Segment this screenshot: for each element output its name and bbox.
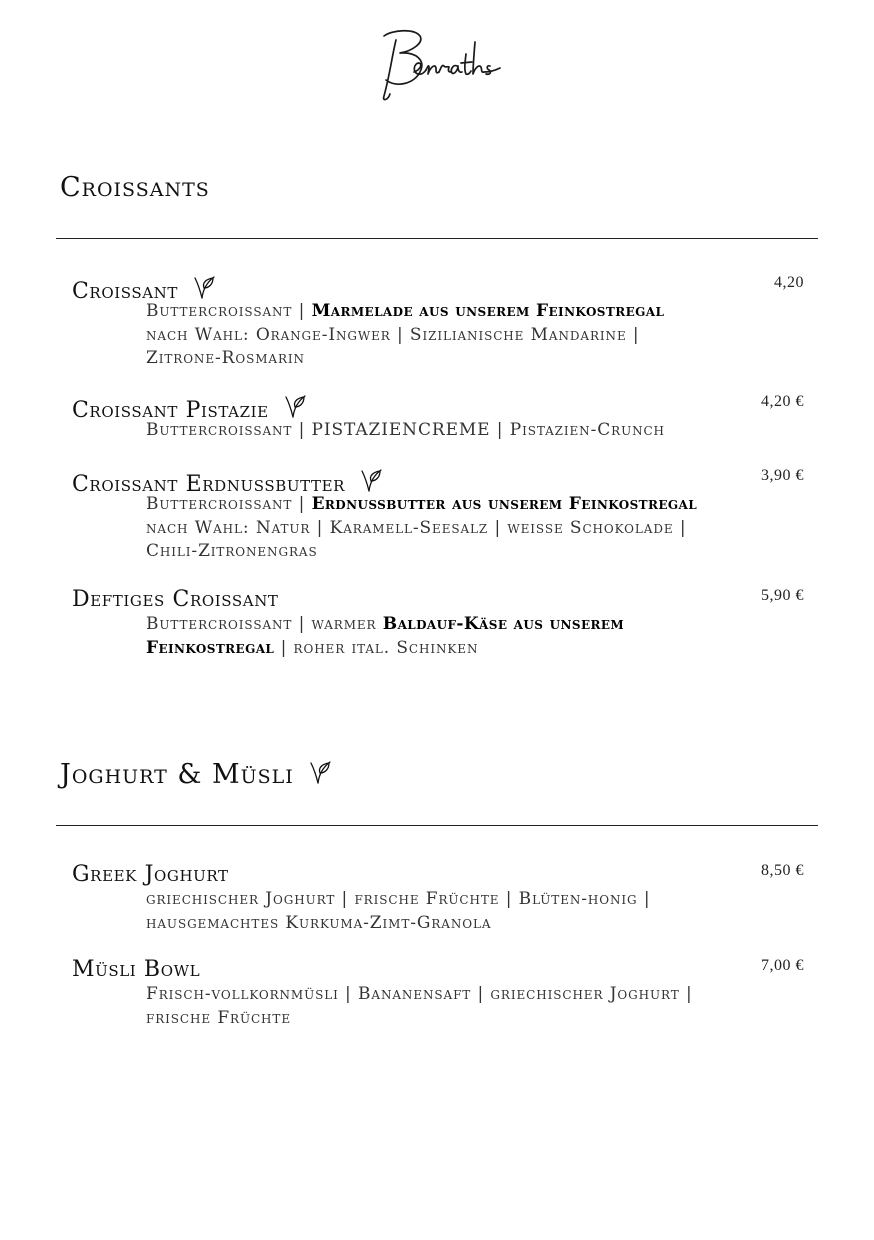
leaf-icon [192,274,218,300]
desc-highlight: Marmelade aus unserem Feinkostregal [311,301,665,321]
desc-text: | roher ital. Schinken [274,637,479,658]
desc-text: Buttercroissant | [146,301,312,321]
item-price: 4,20 € [761,393,804,410]
item-price: 8,50 € [761,862,804,879]
menu-item-croissant-erdnussbutter [72,467,808,564]
leaf-icon [283,393,309,419]
item-name [72,957,808,983]
item-price: 3,90 € [761,467,804,484]
item-description [146,493,706,564]
benraths-logo-script [362,22,512,106]
section-divider [56,825,818,826]
item-name-text: Deftiges Croissant [72,587,279,612]
section-title-text: Joghurt & Müsli [60,759,294,790]
desc-highlight: Baldauf-Käse aus unserem Feinkostregal [146,614,625,658]
item-name [72,862,808,888]
leaf-icon [308,759,334,785]
desc-text: nach Wahl: Orange-Ingwer | Sizilianische Mandarine | Zitrone-Rosmarin [146,324,640,368]
desc-text: Buttercroissant | [146,494,312,514]
section-title-joghurt-muesli [60,759,334,790]
item-description [146,983,706,1030]
item-name [72,587,808,613]
item-name [72,393,808,423]
desc-text: griechischer Joghurt | frische Früchte | Blüten-honig | hausgemachtes Kurkuma-Zimt-Granola [146,889,651,933]
menu-item-muesli-bowl [72,957,808,1030]
section-divider [56,238,818,239]
desc-text: Buttercroissant | PISTAZIENCREME | Pistazien-Crunch [146,420,665,440]
item-name-text: Müsli Bowl [72,957,201,982]
item-name-text: Greek Joghurt [72,862,229,887]
section-title-croissants [60,172,210,203]
menu-item-croissant [72,274,808,371]
item-description [146,613,706,660]
item-price: 7,00 € [761,957,804,974]
menu-item-deftiges-croissant [72,587,808,660]
item-name-text: Croissant Pistazie [72,398,269,423]
desc-text: nach Wahl: Natur | Karamell-Seesalz | weisse Schokolade | Chili-Zitronengras [146,517,687,561]
item-price: 5,90 € [761,587,804,604]
desc-text: Frisch-vollkornmüsli | Bananensaft | griechischer Joghurt | frische Früchte [146,984,693,1028]
item-name [72,274,808,304]
item-name-text: Croissant Erdnussbutter [72,472,346,497]
brand-logo [0,22,874,108]
item-description [146,888,706,935]
menu-item-croissant-pistazie [72,393,808,443]
item-description [146,300,706,371]
desc-highlight: Erdnussbutter aus unserem Feinkostregal [311,494,698,514]
section-title-text: Croissants [60,172,210,203]
item-price: 4,20 [774,274,804,291]
item-description [146,419,706,443]
desc-text: Buttercroissant | warmer [146,614,383,634]
menu-item-greek-joghurt [72,862,808,935]
item-name [72,467,808,497]
item-name-text: Croissant [72,279,179,304]
leaf-icon [359,467,385,493]
